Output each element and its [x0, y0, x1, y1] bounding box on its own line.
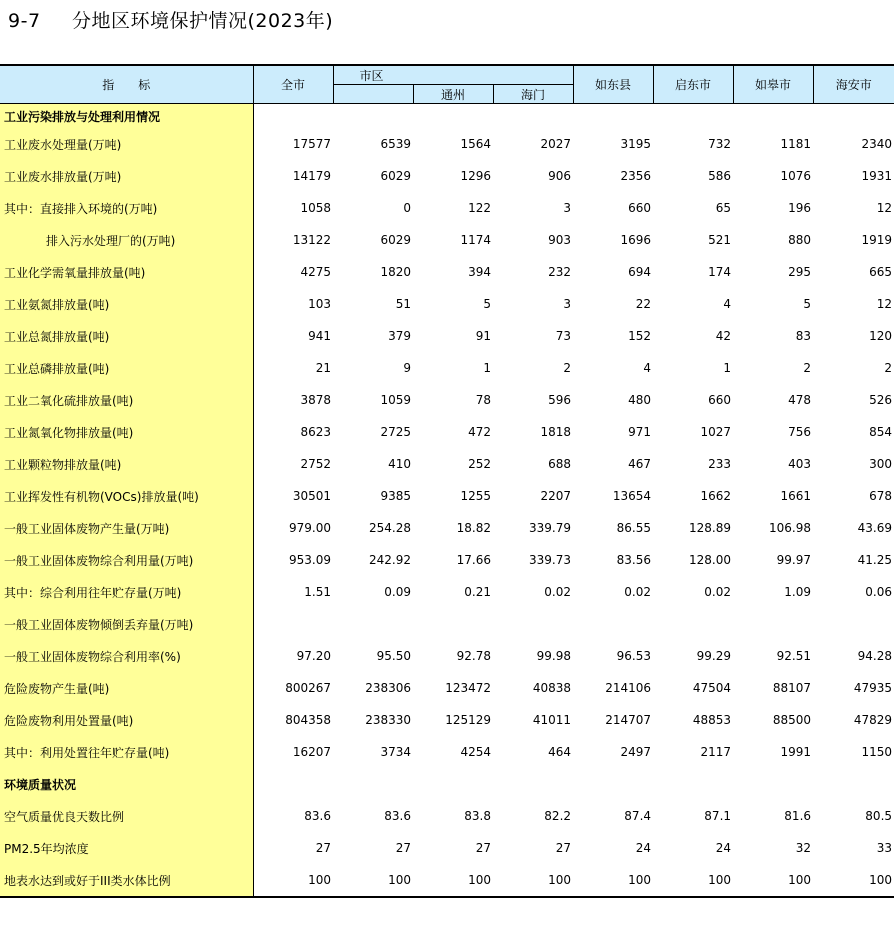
cell-value: 1818: [540, 425, 572, 439]
table-row: [0, 800, 894, 832]
row-label: 一般工业固体废物倾倒丢弃量(万吨): [0, 608, 253, 640]
cell-value: 6029: [380, 169, 411, 183]
table-row: [0, 640, 894, 672]
cell-value: 30501: [292, 489, 331, 503]
header-tongzhou: 通州: [413, 85, 493, 104]
cell-value: 295: [788, 265, 812, 279]
cell-value: 100: [333, 864, 413, 897]
cell-value: 4275: [300, 265, 331, 279]
cell-value: [253, 104, 333, 129]
table-row: [0, 128, 894, 160]
cell-value: 339.73: [529, 553, 572, 567]
cell-value: 27: [395, 841, 411, 855]
cell-value: 12: [876, 201, 893, 215]
row-label: 工业氮氧化物排放量(吨): [0, 416, 253, 448]
cell-value: 5: [803, 297, 812, 311]
cell-value: 756: [788, 425, 812, 439]
cell-value: 2725: [380, 425, 411, 439]
cell-value: 81.6: [784, 809, 812, 823]
cell-value: 1255: [460, 489, 491, 503]
row-label: PM2.5年均浓度: [0, 832, 253, 864]
cell-value: 0.02: [624, 585, 652, 599]
cell-value: 103: [308, 297, 331, 311]
cell-value: 95.50: [376, 649, 411, 663]
cell-value: 2: [563, 361, 572, 375]
cell-value: [733, 608, 813, 640]
row-label: 工业废水处理量(万吨): [0, 128, 253, 160]
cell-value: 17577: [292, 137, 331, 151]
cell-value: 403: [788, 457, 812, 471]
row-label: 工业化学需氧量排放量(吨): [0, 256, 253, 288]
row-label: 一般工业固体废物综合利用率(%): [0, 640, 253, 672]
cell-value: 660: [708, 393, 732, 407]
table-row: [0, 544, 894, 576]
cell-value: 65: [715, 201, 732, 215]
cell-value: 128.89: [689, 521, 732, 535]
table-row: [0, 256, 894, 288]
cell-value: 27: [315, 841, 331, 855]
cell-value: 1027: [700, 425, 732, 439]
cell-value: 196: [788, 201, 812, 215]
header-haian: 海安市: [813, 65, 894, 104]
cell-value: [653, 768, 733, 800]
cell-value: 27: [475, 841, 491, 855]
table-row: [0, 576, 894, 608]
cell-value: 87.4: [624, 809, 652, 823]
cell-value: 22: [635, 297, 652, 311]
cell-value: 24: [715, 841, 732, 855]
cell-value: 2207: [540, 489, 572, 503]
cell-value: 1696: [620, 233, 652, 247]
cell-value: 6029: [380, 233, 411, 247]
cell-value: 1931: [861, 169, 893, 183]
cell-value: 100: [493, 864, 573, 897]
table-row: [0, 832, 894, 864]
cell-value: 1919: [861, 233, 893, 247]
row-label: 其中：利用处置往年贮存量(吨): [0, 736, 253, 768]
cell-value: 16207: [292, 745, 331, 759]
cell-value: 1150: [861, 745, 893, 759]
table-row: [0, 192, 894, 224]
cell-value: 1076: [780, 169, 812, 183]
cell-value: 92.78: [456, 649, 491, 663]
cell-value: 1058: [300, 201, 331, 215]
cell-value: [813, 104, 894, 129]
cell-value: 472: [468, 425, 491, 439]
cell-value: 906: [548, 169, 572, 183]
cell-value: 13654: [612, 489, 652, 503]
cell-value: 1296: [460, 169, 491, 183]
cell-value: 521: [708, 233, 732, 247]
header-rugao: 如皋市: [733, 65, 813, 104]
cell-value: 526: [869, 393, 893, 407]
cell-value: 152: [628, 329, 652, 343]
cell-value: 1662: [700, 489, 732, 503]
cell-value: 100: [413, 864, 493, 897]
table-row: [0, 768, 894, 800]
header-rudong: 如东县: [573, 65, 653, 104]
cell-value: [413, 768, 493, 800]
cell-value: 2340: [861, 137, 893, 151]
cell-value: 410: [388, 457, 411, 471]
table-row: [0, 480, 894, 512]
cell-value: 238330: [365, 713, 411, 727]
cell-value: 83.8: [464, 809, 491, 823]
row-label: 一般工业固体废物综合利用量(万吨): [0, 544, 253, 576]
cell-value: 854: [869, 425, 893, 439]
cell-value: 0.21: [464, 585, 491, 599]
cell-value: 33: [876, 841, 893, 855]
header-qidong: 启东市: [653, 65, 733, 104]
cell-value: 478: [788, 393, 812, 407]
cell-value: 804358: [285, 713, 331, 727]
table-row: [0, 512, 894, 544]
cell-value: 3195: [620, 137, 652, 151]
cell-value: 1.51: [304, 585, 331, 599]
cell-value: 2: [884, 361, 893, 375]
cell-value: 27: [555, 841, 572, 855]
cell-value: 480: [628, 393, 652, 407]
cell-value: 80.5: [865, 809, 893, 823]
cell-value: 106.98: [769, 521, 812, 535]
cell-value: 99.29: [696, 649, 732, 663]
cell-value: [733, 104, 813, 129]
table-row: [0, 320, 894, 352]
page-title: [8, 6, 333, 33]
cell-value: 43.69: [857, 521, 893, 535]
cell-value: 83.6: [384, 809, 411, 823]
cell-value: 2: [803, 361, 812, 375]
cell-value: 1661: [780, 489, 812, 503]
cell-value: 242.92: [369, 553, 411, 567]
cell-value: 678: [869, 489, 893, 503]
cell-value: 2027: [540, 137, 572, 151]
cell-value: 339.79: [529, 521, 572, 535]
cell-value: 0.02: [704, 585, 732, 599]
row-label: 地表水达到或好于III类水体比例: [0, 864, 253, 897]
cell-value: 394: [468, 265, 491, 279]
row-label: 排入污水处理厂的(万吨): [0, 224, 253, 256]
row-label: 危险废物利用处置量(吨): [0, 704, 253, 736]
cell-value: 467: [628, 457, 652, 471]
cell-value: 78: [475, 393, 491, 407]
cell-value: 1820: [380, 265, 411, 279]
cell-value: 18.82: [456, 521, 491, 535]
environment-table: [0, 64, 894, 898]
cell-value: 252: [468, 457, 491, 471]
table-title: 分地区环境保护情况(2023年): [72, 10, 334, 32]
table-row: [0, 352, 894, 384]
cell-value: 941: [308, 329, 331, 343]
cell-value: 40838: [532, 681, 572, 695]
cell-value: 4: [723, 297, 732, 311]
cell-value: 0: [403, 201, 411, 215]
header-haimen: 海门: [493, 85, 573, 104]
cell-value: 32: [795, 841, 812, 855]
cell-value: [253, 768, 333, 800]
cell-value: 100: [253, 864, 333, 897]
table-number: 9-7: [8, 10, 41, 32]
cell-value: [653, 608, 733, 640]
table-row: [0, 736, 894, 768]
cell-value: [573, 104, 653, 129]
table-row: [0, 104, 894, 129]
cell-value: 1174: [460, 233, 491, 247]
cell-value: [813, 768, 894, 800]
table-row: [0, 672, 894, 704]
cell-value: 880: [788, 233, 812, 247]
cell-value: 238306: [365, 681, 411, 695]
cell-value: 24: [635, 841, 652, 855]
cell-value: 971: [628, 425, 652, 439]
cell-value: 73: [555, 329, 572, 343]
row-label: 空气质量优良天数比例: [0, 800, 253, 832]
cell-value: 17.66: [456, 553, 491, 567]
cell-value: 41011: [532, 713, 572, 727]
cell-value: 100: [653, 864, 733, 897]
cell-value: 9385: [380, 489, 411, 503]
cell-value: 94.28: [857, 649, 893, 663]
cell-value: 97.20: [296, 649, 331, 663]
cell-value: [413, 104, 493, 129]
cell-value: [333, 104, 413, 129]
cell-value: 1: [723, 361, 732, 375]
cell-value: 99.98: [536, 649, 572, 663]
row-label: 工业总氮排放量(吨): [0, 320, 253, 352]
cell-value: [733, 768, 813, 800]
table-row: [0, 384, 894, 416]
cell-value: 3: [563, 297, 572, 311]
cell-value: 8623: [300, 425, 331, 439]
cell-value: 694: [628, 265, 652, 279]
table-row: [0, 224, 894, 256]
cell-value: 233: [708, 457, 732, 471]
cell-value: 41.25: [857, 553, 893, 567]
cell-value: [333, 768, 413, 800]
cell-value: 47504: [692, 681, 732, 695]
cell-value: 979.00: [289, 521, 331, 535]
row-label: 工业氨氮排放量(吨): [0, 288, 253, 320]
table-row: [0, 864, 894, 897]
row-label: 其中：综合利用往年贮存量(万吨): [0, 576, 253, 608]
cell-value: 123472: [445, 681, 491, 695]
cell-value: 14179: [292, 169, 331, 183]
cell-value: 0.06: [865, 585, 893, 599]
cell-value: [813, 608, 894, 640]
row-label: 其中：直接排入环境的(万吨): [0, 192, 253, 224]
row-label: 工业挥发性有机物(VOCs)排放量(吨): [0, 480, 253, 512]
cell-value: 99.97: [776, 553, 812, 567]
cell-value: [333, 608, 413, 640]
cell-value: 47829: [853, 713, 893, 727]
cell-value: 903: [548, 233, 572, 247]
cell-value: 92.51: [776, 649, 812, 663]
cell-value: 2356: [620, 169, 652, 183]
cell-value: [493, 608, 573, 640]
cell-value: 688: [548, 457, 572, 471]
cell-value: 3878: [300, 393, 331, 407]
cell-value: 379: [388, 329, 411, 343]
header-total: 全市: [253, 65, 333, 104]
cell-value: 100: [573, 864, 653, 897]
cell-value: [573, 608, 653, 640]
cell-value: 4: [643, 361, 652, 375]
cell-value: 800267: [285, 681, 331, 695]
cell-value: 13122: [292, 233, 331, 247]
cell-value: 586: [708, 169, 732, 183]
cell-value: 232: [548, 265, 572, 279]
cell-value: 254.28: [369, 521, 411, 535]
cell-value: [493, 104, 573, 129]
cell-value: 3: [563, 201, 572, 215]
row-label: 工业二氧化硫排放量(吨): [0, 384, 253, 416]
cell-value: 100: [733, 864, 813, 897]
header-city-blank: [333, 85, 413, 104]
cell-value: 83.56: [616, 553, 652, 567]
cell-value: 82.2: [544, 809, 572, 823]
row-label: 工业废水排放量(万吨): [0, 160, 253, 192]
cell-value: 0.02: [544, 585, 572, 599]
cell-value: 214707: [605, 713, 652, 727]
row-label: 一般工业固体废物产生量(万吨): [0, 512, 253, 544]
cell-value: 6539: [380, 137, 411, 151]
header-city-district: 市区: [333, 65, 573, 85]
cell-value: [413, 608, 493, 640]
cell-value: 88500: [772, 713, 812, 727]
cell-value: 174: [708, 265, 732, 279]
cell-value: 48853: [692, 713, 732, 727]
cell-value: 4254: [460, 745, 491, 759]
cell-value: 2497: [620, 745, 652, 759]
cell-value: 300: [869, 457, 893, 471]
cell-value: 91: [475, 329, 491, 343]
cell-value: 1564: [460, 137, 491, 151]
cell-value: 47935: [853, 681, 893, 695]
cell-value: 3734: [380, 745, 411, 759]
cell-value: [493, 768, 573, 800]
section-heading: 工业污染排放与处理利用情况: [0, 104, 253, 129]
cell-value: 96.53: [616, 649, 652, 663]
section-heading: 环境质量状况: [0, 768, 253, 800]
cell-value: 596: [548, 393, 572, 407]
cell-value: 128.00: [689, 553, 732, 567]
cell-value: 86.55: [616, 521, 652, 535]
cell-value: [253, 608, 333, 640]
cell-value: 5: [483, 297, 491, 311]
row-label: 工业颗粒物排放量(吨): [0, 448, 253, 480]
cell-value: 1181: [780, 137, 812, 151]
cell-value: 122: [468, 201, 491, 215]
cell-value: 21: [315, 361, 331, 375]
cell-value: 665: [869, 265, 893, 279]
table-body: [0, 104, 894, 898]
cell-value: 100: [813, 864, 894, 897]
cell-value: 1991: [780, 745, 812, 759]
cell-value: 83.6: [304, 809, 331, 823]
table-row: [0, 448, 894, 480]
cell-value: 42: [715, 329, 732, 343]
cell-value: 1: [483, 361, 491, 375]
cell-value: 87.1: [704, 809, 732, 823]
cell-value: 464: [548, 745, 572, 759]
table-row: [0, 608, 894, 640]
cell-value: 953.09: [289, 553, 331, 567]
cell-value: 12: [876, 297, 893, 311]
cell-value: 88107: [772, 681, 812, 695]
cell-value: 0.09: [384, 585, 411, 599]
row-label: 工业总磷排放量(吨): [0, 352, 253, 384]
cell-value: 125129: [445, 713, 491, 727]
cell-value: 732: [708, 137, 732, 151]
cell-value: 83: [795, 329, 812, 343]
cell-value: [573, 768, 653, 800]
cell-value: [653, 104, 733, 129]
cell-value: 1059: [380, 393, 411, 407]
table-row: [0, 416, 894, 448]
cell-value: 1.09: [784, 585, 812, 599]
cell-value: 2117: [700, 745, 732, 759]
cell-value: 660: [628, 201, 652, 215]
table-row: [0, 288, 894, 320]
cell-value: 9: [403, 361, 411, 375]
table-row: [0, 160, 894, 192]
cell-value: 2752: [300, 457, 331, 471]
cell-value: 214106: [605, 681, 652, 695]
table-row: [0, 704, 894, 736]
cell-value: 120: [869, 329, 893, 343]
header-indicator: 指 标: [0, 65, 253, 104]
row-label: 危险废物产生量(吨): [0, 672, 253, 704]
cell-value: 51: [395, 297, 411, 311]
